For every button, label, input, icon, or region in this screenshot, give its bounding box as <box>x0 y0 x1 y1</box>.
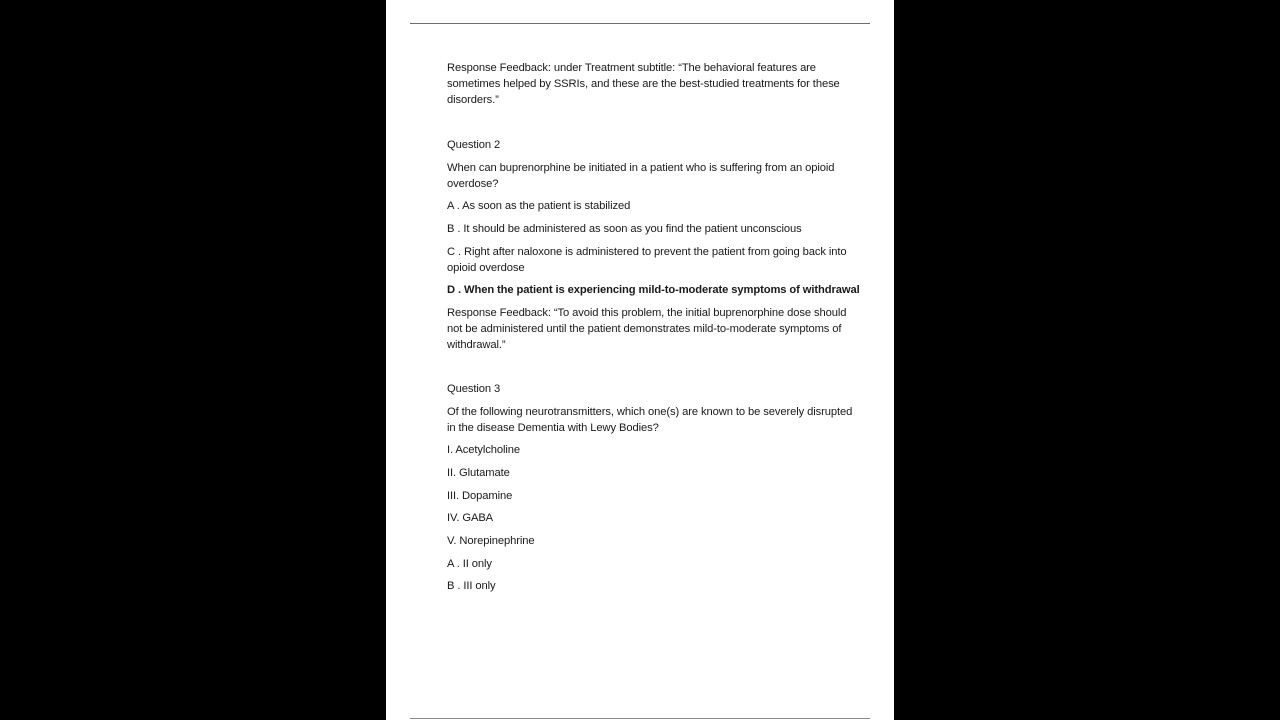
question-2-option-a: A . As soon as the patient is stabilized <box>447 200 631 212</box>
question-2-response-feedback: Response Feedback: “To avoid this problem, the initial buprenorphine dose should not be administered until the patient demonstrates mild-to-moderate symptoms of withdrawal.” <box>447 307 847 351</box>
question-3-title: Question 3 <box>447 383 501 395</box>
question-3-prompt: Of the following neurotransmitters, which one(s) are known to be severely disrupted in the disease Dementia with Lewy Bodies? <box>447 406 853 434</box>
question-3-option-a: A . II only <box>447 558 492 570</box>
question-2-option-b: B . It should be administered as soon as you find the patient unconscious <box>447 223 802 235</box>
question-3-item-4: IV. GABA <box>447 512 494 524</box>
question-3-item-2: II. Glutamate <box>447 467 510 479</box>
question-3-item-3: III. Dopamine <box>447 490 513 502</box>
footer-rule <box>410 718 870 719</box>
question-3-option-b: B . III only <box>447 580 496 592</box>
question-2-option-d-correct: D . When the patient is experiencing mild-to-moderate symptoms of withdrawal <box>447 284 860 296</box>
header-rule <box>410 23 870 24</box>
question-2-option-c: C . Right after naloxone is administered to prevent the patient from going back into opioid overdose <box>447 246 847 274</box>
document-page <box>386 0 894 720</box>
question-3-item-5: V. Norepinephrine <box>447 535 535 547</box>
question-3-item-1: I. Acetylcholine <box>447 444 521 456</box>
question-2-prompt: When can buprenorphine be initiated in a patient who is suffering from an opioid overdose? <box>447 162 835 190</box>
q1-response-feedback: Response Feedback: under Treatment subtitle: “The behavioral features are sometimes helped by SSRIs, and these are the best-studied treatments for these disorders.” <box>447 62 840 106</box>
question-2-title: Question 2 <box>447 139 501 151</box>
